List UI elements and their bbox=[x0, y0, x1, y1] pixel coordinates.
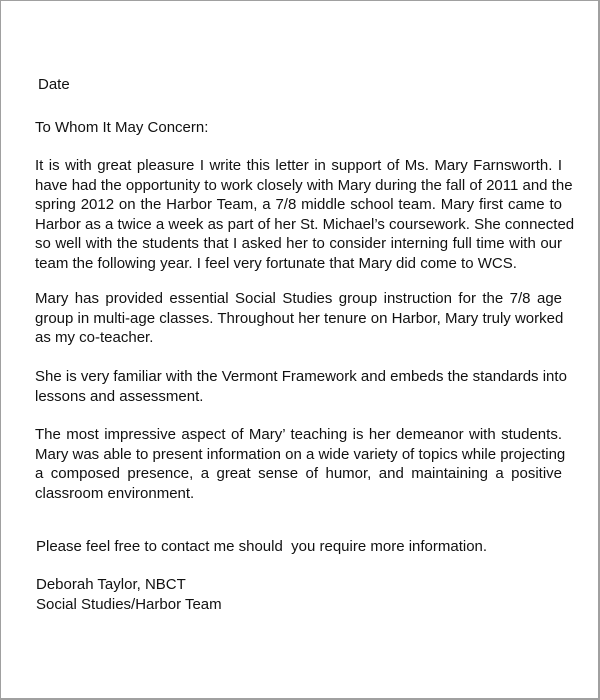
paragraph-3 bbox=[35, 367, 567, 406]
closing-line: Please feel free to contact me should you require more information. bbox=[36, 538, 488, 555]
paragraph-line: group in multi-age classes. Throughout her tenure on Harbor, Mary truly worked bbox=[35, 309, 564, 327]
salutation: To Whom It May Concern: bbox=[35, 119, 209, 136]
paragraph-4 bbox=[35, 425, 566, 503]
paragraph-line: a composed presence, a great sense of humor, and maintaining a positive bbox=[35, 465, 562, 482]
paragraph-line: It is with great pleasure I write this letter in support of Ms. Mary Farnsworth. I bbox=[35, 157, 562, 174]
date-line: Date bbox=[38, 76, 70, 93]
paragraph-line: Mary was able to present information on a wide variety of topics while projecting bbox=[35, 445, 566, 463]
paragraph-line: Mary has provided essential Social Studies group instruction for the 7/8 age bbox=[35, 290, 562, 307]
paragraph-line: The most impressive aspect of Mary’ teaching is her demeanor with students. bbox=[35, 426, 562, 443]
paragraph-line: Harbor as a twice a week as part of her St. Michael’s coursework. She connected bbox=[35, 215, 575, 233]
signature-name: Deborah Taylor, NBCT bbox=[36, 576, 186, 593]
paragraph-2 bbox=[35, 289, 562, 348]
paragraph-line: have had the opportunity to work closely with Mary during the fall of 2011 and the bbox=[35, 176, 573, 194]
paragraph-line: so well with the students that I asked her to consider interning full time with our bbox=[35, 235, 562, 252]
paragraph-line: team the following year. I feel very fortunate that Mary did come to WCS. bbox=[35, 254, 517, 272]
paragraph-1 bbox=[35, 156, 575, 273]
paragraph-line: She is very familiar with the Vermont Framework and embeds the standards into bbox=[35, 368, 567, 385]
paragraph-line: classroom environment. bbox=[35, 484, 195, 502]
signature-title: Social Studies/Harbor Team bbox=[36, 596, 222, 613]
paragraph-line: lessons and assessment. bbox=[35, 387, 204, 405]
paragraph-line: spring 2012 on the Harbor Team, a 7/8 middle school team. Mary first came to bbox=[35, 196, 562, 213]
paragraph-line: as my co-teacher. bbox=[35, 329, 154, 346]
